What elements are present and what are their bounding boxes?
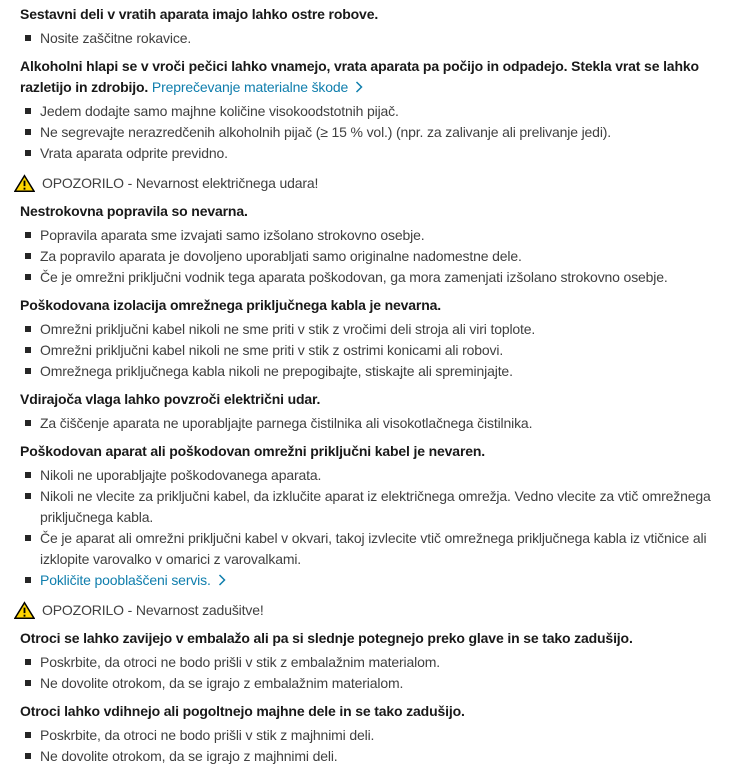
bullet-text: Omrežni priključni kabel nikoli ne sme priti v stik z ostrimi konicami ali robovi. <box>40 342 504 358</box>
bullet-text: Omrežnega priključnega kabla nikoli ne prepogibajte, stiskajte ali spreminjajte. <box>40 363 513 379</box>
warning-row <box>14 173 724 194</box>
bullet-text: Poskrbite, da otroci ne bodo prišli v stik z embalažnim materialom. <box>40 654 441 670</box>
bullet-list <box>20 101 724 164</box>
safety-section <box>20 701 724 767</box>
list-item <box>20 652 724 673</box>
square-bullet-icon <box>25 680 31 686</box>
bullet-list <box>20 319 724 382</box>
list-item <box>20 465 724 486</box>
bullet-list <box>20 28 724 49</box>
bullet-text: Popravila aparata sme izvajati samo izšolano strokovno osebje. <box>40 227 425 243</box>
bullet-list <box>20 413 724 434</box>
list-item <box>20 143 724 164</box>
list-item <box>20 361 724 382</box>
square-bullet-icon <box>25 150 31 156</box>
safety-section <box>20 628 724 694</box>
square-bullet-icon <box>25 472 31 478</box>
warning-label: OPOZORILO - Nevarnost zadušitve! <box>42 602 264 618</box>
bullet-text: Poskrbite, da otroci ne bodo prišli v stik z majhnimi deli. <box>40 727 375 743</box>
section-heading <box>20 701 724 722</box>
square-bullet-icon <box>25 493 31 499</box>
square-bullet-icon <box>25 253 31 259</box>
section-heading <box>20 295 724 316</box>
chevron-right-icon[interactable] <box>218 574 226 586</box>
bullet-text: Vrata aparata odprite previdno. <box>40 145 228 161</box>
bullet-text: Omrežni priključni kabel nikoli ne sme priti v stik z vročimi deli stroja ali viri toplote. <box>40 321 536 337</box>
warning-row <box>14 600 724 621</box>
list-item <box>20 28 724 49</box>
warning-triangle-icon <box>14 174 35 193</box>
warning-triangle-icon <box>14 601 35 620</box>
bullet-link[interactable]: Pokličite pooblaščeni servis. <box>40 572 211 588</box>
square-bullet-icon <box>25 129 31 135</box>
safety-section <box>20 201 724 288</box>
list-item <box>20 528 724 570</box>
bullet-text: Za popravilo aparata je dovoljeno uporabljati samo originalne nadomestne dele. <box>40 248 522 264</box>
bullet-text: Nikoli ne vlecite za priključni kabel, da izklučite aparat iz električnega omrežja. Vedno vlecite za vtič omrežnega priključnega kabla. <box>40 488 711 525</box>
safety-instructions-document <box>20 4 724 767</box>
bullet-list <box>20 725 724 767</box>
section-heading-text: Nestrokovna popravila so nevarna. <box>20 203 248 219</box>
bullet-list <box>20 225 724 288</box>
safety-section <box>20 389 724 434</box>
section-heading-text: Otroci lahko vdihnejo ali pogoltnejo majhne dele in se tako zadušijo. <box>20 703 465 719</box>
safety-section <box>20 295 724 382</box>
warning-label: OPOZORILO - Nevarnost električnega udara! <box>42 175 319 191</box>
square-bullet-icon <box>25 232 31 238</box>
list-item <box>20 225 724 246</box>
square-bullet-icon <box>25 577 31 583</box>
section-heading-text: Otroci se lahko zavijejo v embalažo ali pa si slednje potegnejo preko glave in se tako zadušijo. <box>20 630 633 646</box>
inline-link[interactable]: Preprečevanje materialne škode <box>151 79 349 95</box>
list-item <box>20 101 724 122</box>
bullet-list <box>20 465 724 591</box>
bullet-text: Ne segrevajte nerazredčenih alkoholnih pijač (≥ 15 % vol.) (npr. za zalivanje ali prelivanje jedi). <box>40 124 612 140</box>
section-heading <box>20 628 724 649</box>
square-bullet-icon <box>25 753 31 759</box>
chevron-right-icon[interactable] <box>355 81 363 93</box>
section-heading-text: Vdirajoča vlaga lahko povzroči električni udar. <box>20 391 321 407</box>
square-bullet-icon <box>25 732 31 738</box>
list-item <box>20 122 724 143</box>
square-bullet-icon <box>25 274 31 280</box>
list-item <box>20 340 724 361</box>
section-heading <box>20 201 724 222</box>
square-bullet-icon <box>25 326 31 332</box>
square-bullet-icon <box>25 659 31 665</box>
bullet-list <box>20 652 724 694</box>
square-bullet-icon <box>25 108 31 114</box>
square-bullet-icon <box>25 420 31 426</box>
section-heading-text: Sestavni deli v vratih aparata imajo lahko ostre robove. <box>20 6 379 22</box>
list-item <box>20 413 724 434</box>
list-item <box>20 725 724 746</box>
section-heading-text: Alkoholni hlapi se v vroči pečici lahko vnamejo, vrata aparata pa počijo in odpadejo. Stekla vrat se lahko razletijo in zdrobijo. <box>20 58 699 95</box>
bullet-text: Jedem dodajte samo majhne količine visokoodstotnih pijač. <box>40 103 399 119</box>
list-item <box>20 319 724 340</box>
square-bullet-icon <box>25 35 31 41</box>
bullet-text: Ne dovolite otrokom, da se igrajo z embalažnim materialom. <box>40 675 404 691</box>
list-item <box>20 746 724 767</box>
list-item <box>20 267 724 288</box>
section-heading <box>20 56 724 98</box>
list-item <box>20 246 724 267</box>
bullet-text: Ne dovolite otrokom, da se igrajo z majhnimi deli. <box>40 748 338 764</box>
square-bullet-icon <box>25 368 31 374</box>
square-bullet-icon <box>25 347 31 353</box>
list-item <box>20 673 724 694</box>
list-item <box>20 486 724 528</box>
section-heading-text: Poškodovan aparat ali poškodovan omrežni priključni kabel je nevaren. <box>20 443 486 459</box>
bullet-text: Če je aparat ali omrežni priključni kabel v okvari, takoj izvlecite vtič omrežnega priključnega kabla iz vtičnice ali izklopite varovalko v omarici z varovalkami. <box>40 530 707 567</box>
safety-section <box>20 4 724 49</box>
bullet-text: Nosite zaščitne rokavice. <box>40 30 192 46</box>
bullet-text: Nikoli ne uporabljajte poškodovanega aparata. <box>40 467 322 483</box>
safety-section <box>20 441 724 591</box>
section-heading <box>20 4 724 25</box>
bullet-text: Za čiščenje aparata ne uporabljajte parnega čistilnika ali visokotlačnega čistilnika. <box>40 415 533 431</box>
safety-section <box>20 56 724 164</box>
section-heading-text: Poškodovana izolacija omrežnega priključnega kabla je nevarna. <box>20 297 441 313</box>
section-heading <box>20 441 724 462</box>
section-heading <box>20 389 724 410</box>
list-item <box>20 570 724 591</box>
square-bullet-icon <box>25 535 31 541</box>
bullet-text: Če je omrežni priključni vodnik tega aparata poškodovan, ga mora zamenjati izšolano strokovno osebje. <box>40 269 668 285</box>
